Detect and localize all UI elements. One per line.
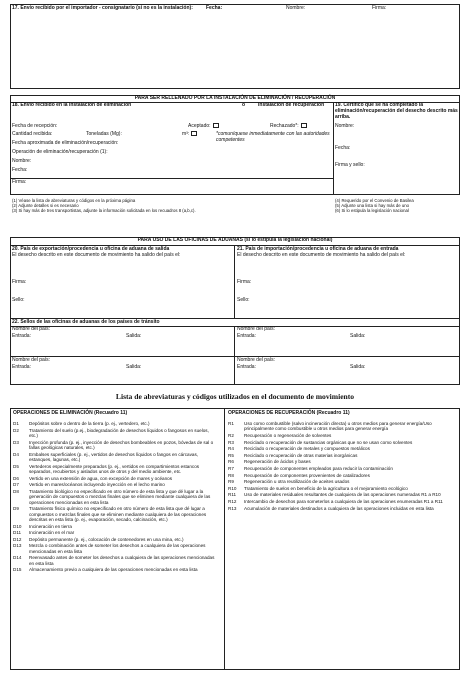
aceptado-label: Aceptado: [188, 123, 219, 130]
transit-2-country: Nombre del país: [237, 326, 276, 332]
section-18-title: 18. Envío recibido en la instalación de eliminación [12, 102, 132, 108]
recovery-header: PARA SER RELLENADO POR LA INSTALACIÓN DE ELIMINACIÓN / RECUPERACIÓN [134, 95, 336, 101]
s21-sello: Sello: [237, 297, 250, 303]
operation-code: R13 [228, 505, 237, 511]
operation-code: R6 [228, 459, 234, 465]
list-item [228, 440, 457, 445]
s19-firma: Firma y sello: [335, 162, 365, 168]
section-18-title2: instalación de recuperación [258, 102, 325, 108]
operation-code: D12 [13, 536, 22, 542]
operation-code: R8 [228, 472, 234, 478]
operacion-label: Operación de eliminación/recuperación (1): [12, 149, 108, 155]
list-item [228, 446, 457, 451]
transit-2-salida: Salida: [350, 333, 366, 339]
list-item [228, 466, 457, 471]
transit-3-country: Nombre del país: [12, 357, 51, 363]
fecha-aproximada: Fecha aproximada de eliminación/recuperación: [12, 140, 119, 146]
operation-description: Uso de materiales residuales resultantes de cualquiera de las operaciones numeradas R1 a R10 [244, 492, 441, 498]
operation-description: Vertederos especialmente preparados (p. ej., vertidos en compartimientos estancos separados, recubiertos y aislados unos de otros y del medio ambiente, etc. [29, 463, 200, 474]
section-20-text: El desecho descrito en este documento de movimiento ha salido del país el: [12, 252, 181, 258]
list-item [228, 486, 457, 491]
section-17 [10, 4, 460, 89]
operation-code: D13 [13, 543, 22, 549]
elim-header: OPERACIONES DE ELIMINACIÓN (Recuadro 11) [13, 410, 128, 416]
operation-code: D2 [13, 427, 19, 433]
operation-description: Tratamiento biológico no especificado en otro número de esta lista y que dé lugar a la generación de compuestos o mezclas finales que se eliminen mediante cualquiera de las operaciones mencionadas en esta lista [29, 488, 211, 505]
operation-description: Regeneración de ácidos y bases [244, 459, 311, 465]
operation-description: Depósito permanente (p. ej., colocación de contenedores en una mina, etc.) [29, 536, 184, 542]
list-item [13, 464, 221, 475]
list-item [228, 433, 457, 438]
transit-1-country: Nombre del país: [12, 326, 51, 332]
list-title: Lista de abreviaturas y códigos utilizados en el documento de movimiento [115, 392, 355, 401]
operation-description: Uso como combustible (salvo incineración directa) u otros medios para generar energía/Uso principalmente como combustible u otros medios para generar energía [244, 421, 432, 432]
list-item [13, 555, 221, 566]
operation-code: R12 [228, 498, 237, 504]
operation-code: R2 [228, 433, 234, 438]
cantidad-recibida: Cantidad recibida: [12, 131, 53, 137]
footnotes-left: (1) Véase la lista de abreviaturas y códigos en la próxima página (2) Adjunte detalles si es necesario (3) Si hay más de tres transportistas, adjunte la información solicitada en los recuadros 8 (a,b,c). [12, 198, 196, 213]
transit-2-entrada: Entrada: [237, 333, 256, 339]
operation-description: Recuperación de componentes empleados para reducir la contaminación [244, 465, 393, 471]
section-21-text: El desecho descrito en este documento de movimiento ha salido del país el: [237, 252, 406, 258]
operation-description: Inyección profunda (p. ej., inyección de desechos bombeables en pozos, bóvedas de sal o fallas geológicas naturales, etc.) [29, 439, 214, 450]
m3-label: m³: [182, 131, 197, 138]
list-item [228, 421, 457, 432]
s20-sello: Sello: [12, 297, 25, 303]
operation-description: Vertido en mares/océanos incluyendo inyección en el lecho marino [29, 482, 165, 488]
operation-code: D3 [13, 439, 19, 445]
section-17-nombre: Nombre: [286, 5, 306, 11]
list-item [13, 421, 221, 426]
s20-firma: Firma: [12, 279, 27, 285]
rechazado-label: Rechazado*: [270, 123, 307, 130]
operation-description: Mezcla o combinación antes de someter los desechos a cualquiera de las operaciones mencionadas en esta lista [29, 543, 206, 554]
list-item [13, 489, 221, 505]
operation-code: R11 [228, 492, 237, 498]
list-item [13, 452, 221, 463]
transit-4-country: Nombre del país: [237, 357, 276, 363]
transit-4-entrada: Entrada: [237, 364, 256, 370]
s21-firma: Firma: [237, 279, 252, 285]
operation-code: D8 [13, 488, 19, 494]
list-item [13, 530, 221, 535]
list-item [13, 440, 221, 451]
operation-description: Reciclado o recuperación de sustancias orgánicas que no se usan como solventes [244, 439, 413, 445]
list-item [228, 492, 457, 497]
operation-code: D4 [13, 451, 19, 457]
list-item [13, 506, 221, 522]
list-item [228, 506, 457, 511]
s18-firma: Firma: [12, 179, 27, 185]
operation-description: Incineración en el mar [29, 530, 75, 536]
section-17-fecha: Fecha: [206, 5, 223, 11]
operation-code: R10 [228, 485, 237, 491]
operation-code: D11 [13, 530, 22, 536]
list-item [13, 482, 221, 487]
customs-section [10, 237, 460, 385]
section-17-title: 17. Envío recibido por el importador - consignatario (si no es la instalación): [12, 5, 193, 11]
list-item [13, 537, 221, 542]
operation-description: Reciclado o recuperación de otras materias inorgánicas [244, 452, 358, 458]
list-item [13, 524, 221, 529]
section-20-title: 20. País de exportación/procedencia u oficina de aduana de salida [12, 246, 170, 252]
list-item [13, 476, 221, 481]
operation-code: D6 [13, 475, 19, 481]
operation-code: D9 [13, 506, 19, 512]
operation-code: R4 [228, 446, 234, 452]
operation-description: Regeneración u otra reutilización de aceites usados [244, 479, 350, 485]
list-item [228, 459, 457, 464]
operation-description: Depósitos sobre o dentro de la tierra (p. ej., vertedero, etc.) [29, 421, 150, 426]
operation-description: Tratamiento físico químico no especificado en otro número de esta lista que dé lugar a compuestos o mezclas finales que se eliminen mediante cualquiera de las operaciones descritas en esta lista (p. ej., evaporación, secado, calcinación, etc.) [29, 506, 207, 522]
operation-code: D7 [13, 482, 19, 488]
operation-code: R5 [228, 452, 234, 458]
footnotes-right: (4) Requerido por el Convenio de Basilea (5) Adjunte una lista si hay más de uno (6) Si lo estipula la legislación nacional [335, 198, 414, 213]
section-19-title: 19. Certifico que se ha completado la eliminación/recuperación del desecho descrito más arriba. [335, 102, 458, 120]
operation-code: R9 [228, 479, 234, 485]
operation-code: D1 [13, 421, 19, 426]
operation-code: D15 [13, 567, 22, 573]
operation-description: Tratamiento del suelo (p.ej., biodegradación de desechos líquidos o fangosos en suelos, etc.) [29, 427, 209, 438]
list-item [228, 473, 457, 478]
section-21-title: 21. País de importación/procedencia u oficina de aduana de entrada [237, 246, 399, 252]
customs-header: PARA USO DE LAS OFICINAS DE ADUANAS (si lo estipula la legislación nacional) [137, 237, 333, 243]
list-item [13, 428, 221, 439]
s18-fecha: Fecha: [12, 167, 28, 173]
list-item [228, 453, 457, 458]
operation-code: D14 [13, 555, 22, 561]
fecha-recepcion: Fecha de recepción: [12, 123, 58, 129]
operation-code: D10 [13, 523, 22, 529]
list-item [13, 543, 221, 554]
m3-checkbox[interactable] [191, 131, 197, 136]
operation-code: D5 [13, 463, 19, 469]
operation-code: R3 [228, 439, 234, 445]
transit-4-salida: Salida: [350, 364, 366, 370]
operation-description: Tratamiento de suelos en beneficio de la agricultura o el mejoramiento ecológico [244, 485, 408, 491]
rechazado-checkbox[interactable] [301, 123, 307, 128]
toneladas-label: Toneladas (Mg): [86, 131, 122, 137]
transit-1-salida: Salida: [126, 333, 142, 339]
operation-description: Intercambio de desechos para someterlos a cualquiera de las operaciones enumeradas R1 a R11 [244, 498, 443, 504]
transit-3-salida: Salida: [126, 364, 142, 370]
list-item [13, 567, 221, 572]
comunicar-note: *comuníquese inmediatamente con las autoridades competentes [216, 131, 330, 143]
operation-description: Incineración en tierra [29, 523, 72, 529]
s18-nombre: Nombre: [12, 158, 32, 164]
section-18-or: o [242, 102, 246, 108]
section-17-firma: Firma: [372, 5, 387, 11]
operation-description: Recuperación de componentes provenientes de catalizadores [244, 472, 370, 478]
elimination-list [13, 421, 221, 574]
operation-description: Almacenamiento previo a cualquiera de las operaciones mencionadas en esta lista [29, 567, 198, 573]
operation-code: R1 [228, 421, 234, 426]
aceptado-checkbox[interactable] [213, 123, 219, 128]
operation-description: Vertido en una extensión de agua, con excepción de mares y océanos [29, 475, 173, 481]
transit-3-entrada: Entrada: [12, 364, 31, 370]
operation-description: Acumulación de materiales destinados a cualquiera de las operaciones incluidas en esta lista [244, 505, 434, 511]
operation-description: Reenvasado antes de someter los desechos a cualquiera de las operaciones mencionadas en esta lista [29, 555, 215, 566]
operation-code: R7 [228, 465, 234, 471]
recovery-list [228, 421, 457, 512]
operation-description: Recuperación o regeneración de solventes [244, 433, 332, 438]
transit-1-entrada: Entrada: [12, 333, 31, 339]
s19-fecha: Fecha: [335, 145, 351, 151]
operation-description: Reciclado o recuperación de metales y compuestos metálicos [244, 446, 370, 452]
recov-header: OPERACIONES DE RECUPERACIÓN (Recuadro 11) [228, 410, 350, 416]
list-item [228, 499, 457, 504]
section-22-title: 22. Sellos de las oficinas de aduanas de los países de tránsito [12, 319, 160, 325]
list-item [228, 479, 457, 484]
operation-description: Embalses superficiales (p. ej., vertidos de desechos líquidos o fangos en cárcavas, estanques, lagunas, etc.) [29, 451, 199, 462]
s19-nombre: Nombre: [335, 123, 355, 129]
